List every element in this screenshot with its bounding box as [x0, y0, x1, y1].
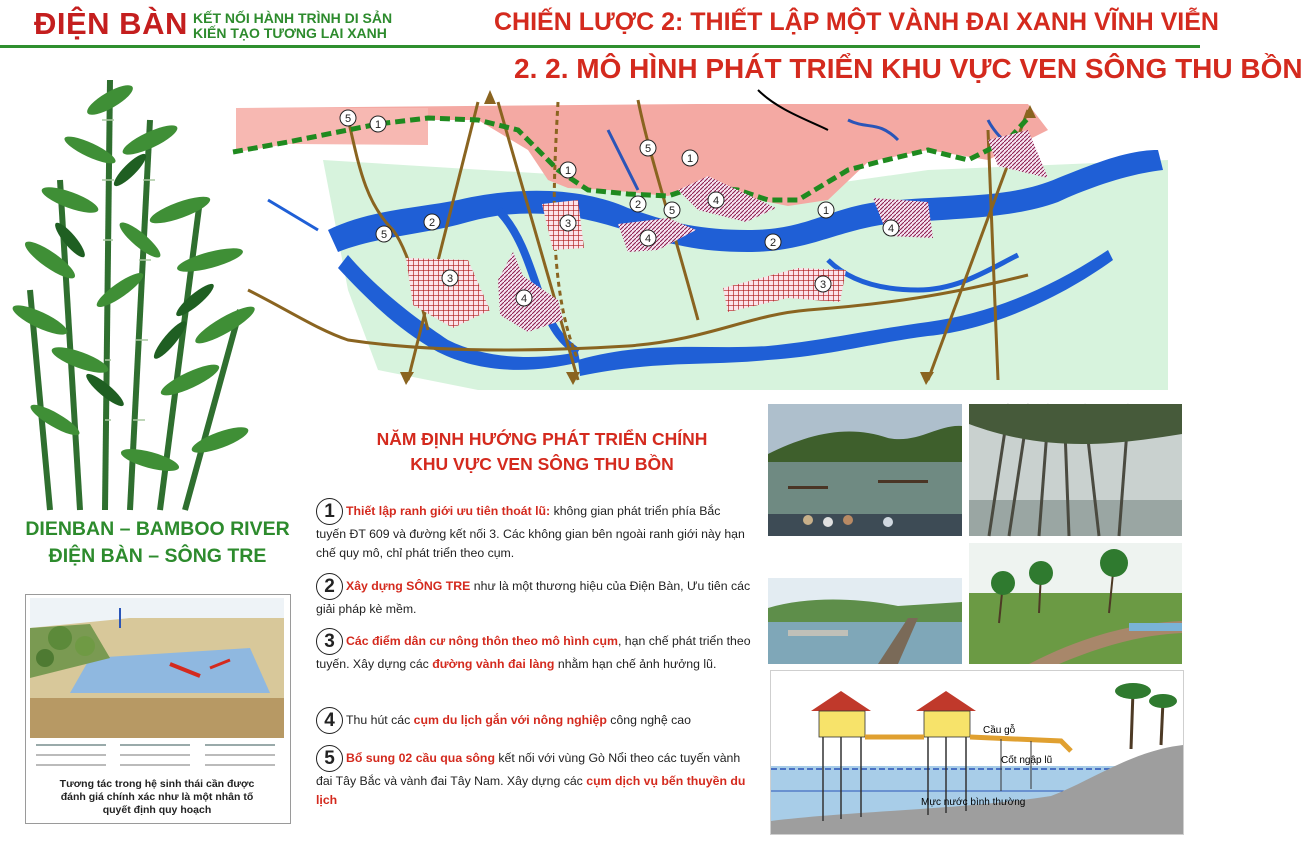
svg-text:3: 3: [564, 218, 572, 230]
svg-text:1: 1: [822, 205, 830, 217]
map-marker-4-a: [516, 290, 532, 306]
direction-highlight: Thiết lập ranh giới ưu tiên thoát lũ:: [346, 503, 551, 518]
map-marker-1-d: [818, 202, 834, 218]
directions-title: [326, 427, 758, 477]
bamboo-title-en: DIENBAN – BAMBOO RIVER: [25, 518, 290, 540]
direction-text: như là một thương hiệu của Điện Bàn, Ưu tiên các giải pháp kè mềm.: [316, 578, 751, 616]
bamboo-title-vi: ĐIỆN BÀN – SÔNG TRE: [48, 545, 267, 567]
map-marker-1-a: [370, 116, 386, 132]
header-divider: [0, 45, 1200, 48]
map-marker-4-c: [708, 192, 724, 208]
direction-item-1: [316, 498, 752, 563]
map-marker-3-a: [442, 270, 458, 286]
direction-number: 3: [316, 628, 343, 655]
map-marker-3-c: [815, 276, 831, 292]
map-marker-2-a: [424, 214, 440, 230]
svg-text:2: 2: [634, 199, 642, 211]
bridge-label: Cầu gỗ: [983, 725, 1016, 736]
direction-highlight-2: đường vành đai làng: [432, 657, 555, 671]
tagline-line-2: KIẾN TẠO TƯƠNG LAI XANH: [193, 25, 387, 41]
ecosystem-caption-line-2: đánh giá chính xác như là một nhân tố: [60, 791, 254, 803]
section-title: 2. 2. MÔ HÌNH PHÁT TRIỂN KHU VỰC VEN SÔNG THU BỒN: [514, 53, 1303, 84]
ecosystem-caption-line-3: quyết định quy hoạch: [102, 804, 212, 816]
ecosystem-caption-line-1: Tương tác trong hệ sinh thái cần được: [59, 778, 255, 790]
map-marker-2-c: [765, 234, 781, 250]
ecosystem-caption: [30, 778, 284, 817]
direction-text: , hạn chế phát triển theo tuyến. Xây dựng các: [316, 633, 751, 671]
direction-text: kết nối với vùng Gò Nổi theo các tuyến vành đai Tây Bắc và vành đai Tây Nam. Xây dựng các: [316, 750, 741, 788]
direction-highlight: Các điểm dân cư nông thôn theo mô hình cụm: [346, 633, 618, 648]
direction-item-3: [316, 628, 752, 674]
palm-park-walkway-render: [969, 543, 1182, 664]
direction-number: 2: [316, 573, 343, 600]
map-marker-4-d: [883, 220, 899, 236]
map-marker-5-d: [376, 226, 392, 242]
svg-text:4: 4: [887, 223, 895, 235]
svg-text:2: 2: [769, 237, 777, 249]
directions-title-line-2: KHU VỰC VEN SÔNG THU BỒN: [410, 454, 674, 474]
map-marker-3-b: [560, 215, 576, 231]
svg-text:1: 1: [564, 165, 572, 177]
bamboo-riverbank-photo: [969, 404, 1182, 536]
direction-item-4: [316, 707, 752, 734]
direction-text: không gian phát triển phía Bắc tuyến ĐT 609 và đường kết nối 3. Các không gian bên ngoài ranh giới này hạn chế quy mô, chỉ phát triển theo cụm.: [316, 503, 745, 560]
svg-text:1: 1: [374, 119, 382, 131]
map-marker-5-c: [664, 202, 680, 218]
direction-number: 1: [316, 498, 343, 525]
svg-text:4: 4: [520, 293, 528, 305]
map-marker-4-b: [640, 230, 656, 246]
svg-text:5: 5: [644, 143, 652, 155]
svg-text:3: 3: [446, 273, 454, 285]
direction-text: Thu hút các: [346, 712, 414, 727]
river-boat-race-photo: [768, 404, 962, 536]
direction-number: 4: [316, 707, 343, 734]
map-marker-2-b: [630, 196, 646, 212]
strategy-title: CHIẾN LƯỢC 2: THIẾT LẬP MỘT VÀNH ĐAI XANH VĨNH VIỄN: [494, 8, 1219, 36]
brand-tagline: [193, 11, 392, 41]
svg-text:3: 3: [819, 279, 827, 291]
directions-title-line-1: NĂM ĐỊNH HƯỚNG PHÁT TRIỂN CHÍNH: [376, 429, 708, 449]
direction-text-2: nhằm hạn chế ảnh hưởng lũ.: [554, 657, 717, 671]
direction-text-2: công nghệ cao: [606, 712, 691, 727]
direction-item-2: [316, 573, 752, 619]
direction-highlight-2: cụm dịch vụ bến thuyền du lịch: [316, 774, 746, 807]
stilt-house-section-diagram: [770, 670, 1184, 835]
ecosystem-diagram: [30, 598, 284, 778]
normal-water-label: Mực nước bình thường: [921, 797, 1026, 808]
map-marker-1-c: [682, 150, 698, 166]
tagline-line-1: KẾT NỐI HÀNH TRÌNH DI SẢN: [193, 10, 393, 26]
map-marker-5-b: [640, 140, 656, 156]
brand-title: ĐIỆN BÀN: [34, 6, 188, 41]
bamboo-illustration: [10, 60, 272, 512]
map-marker-1-b: [560, 162, 576, 178]
bamboo-river-title: [0, 516, 315, 570]
svg-text:2: 2: [428, 217, 436, 229]
svg-text:4: 4: [712, 195, 720, 207]
direction-number: 5: [316, 745, 343, 772]
direction-highlight: Bổ sung 02 cầu qua sông: [346, 750, 495, 765]
svg-text:5: 5: [344, 113, 352, 125]
svg-text:5: 5: [668, 205, 676, 217]
direction-item-5: [316, 745, 752, 810]
flood-level-label: Cốt ngập lũ: [1001, 755, 1053, 766]
direction-highlight: Xây dựng SÔNG TRE: [346, 578, 471, 593]
svg-text:5: 5: [380, 229, 388, 241]
svg-text:1: 1: [686, 153, 694, 165]
svg-text:4: 4: [644, 233, 652, 245]
riverside-walkway-render: [768, 578, 962, 664]
river-development-map: [228, 90, 1168, 392]
direction-highlight: cụm du lịch gắn với nông nghiệp: [413, 712, 607, 727]
map-marker-5-a: [340, 110, 356, 126]
